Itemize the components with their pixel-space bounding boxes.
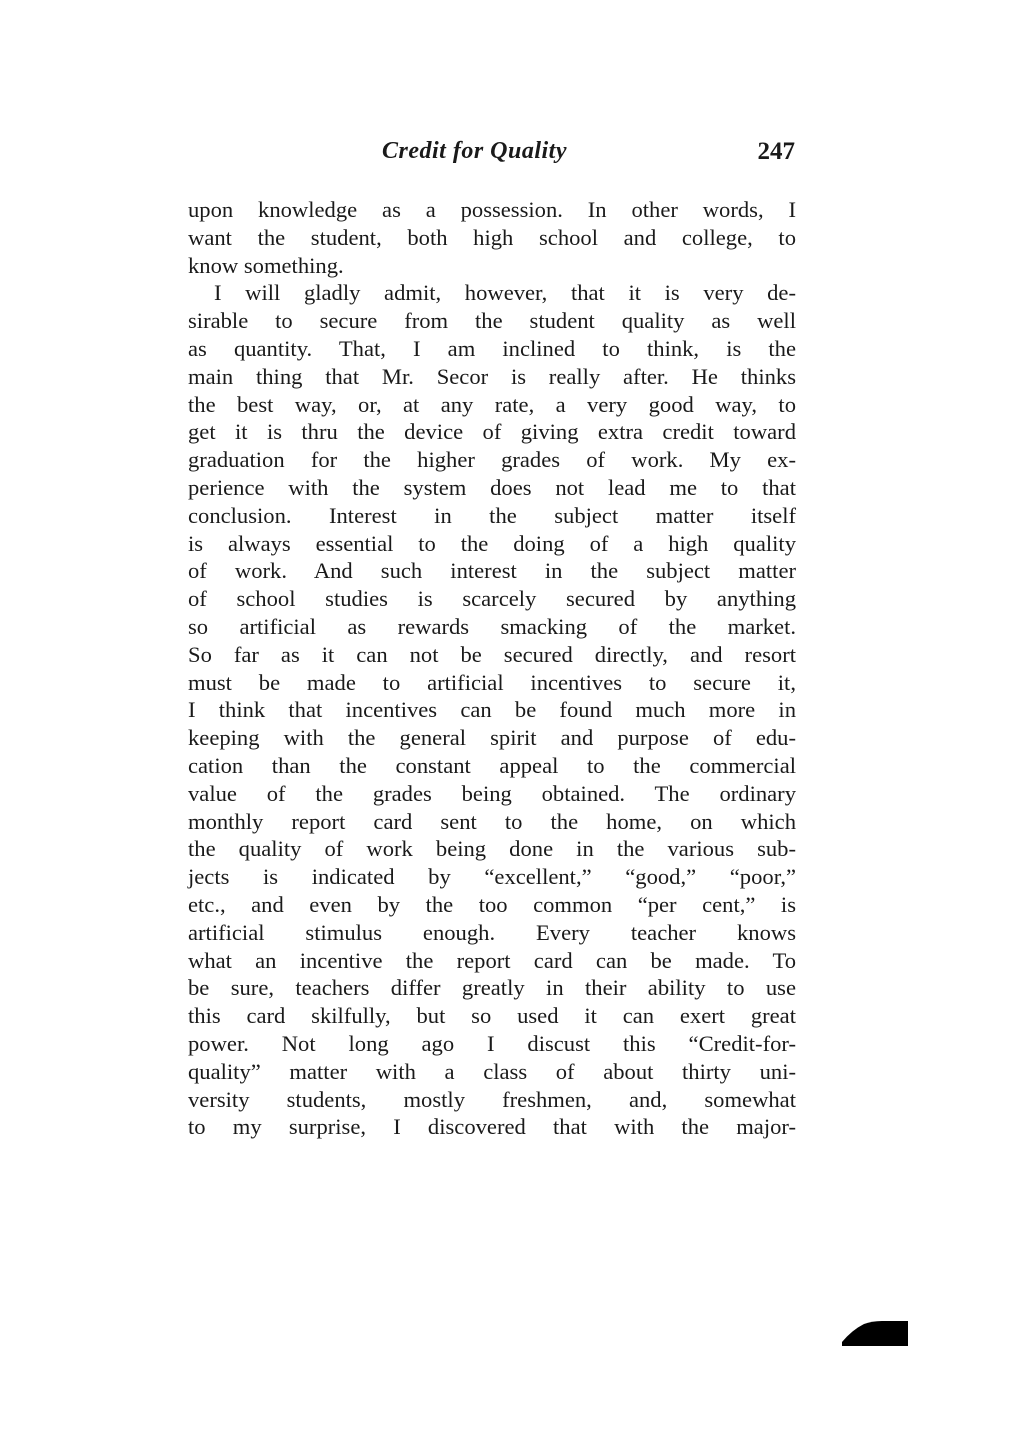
text-line: this card skilfully, but so used it can exert great bbox=[188, 1003, 796, 1029]
text-line: know something. bbox=[188, 252, 344, 278]
text-line: quality” matter with a class of about thirty uni- bbox=[188, 1058, 796, 1084]
text-line: the best way, or, at any rate, a very good way, to bbox=[188, 391, 796, 417]
text-line: want the student, both high school and college, to bbox=[188, 224, 796, 250]
text-line: keeping with the general spirit and purpose of edu- bbox=[188, 725, 796, 751]
text-line: cation than the constant appeal to the commercial bbox=[188, 752, 796, 778]
text-line: be sure, teachers differ greatly in their ability to use bbox=[188, 975, 796, 1001]
text-line: sirable to secure from the student quality as well bbox=[188, 308, 796, 334]
text-line: so artificial as rewards smacking of the market. bbox=[188, 613, 796, 639]
text-line: get it is thru the device of giving extra credit toward bbox=[188, 419, 796, 445]
text-line: of school studies is scarcely secured by anything bbox=[188, 586, 796, 612]
text-line: artificial stimulus enough. Every teacher knows bbox=[188, 919, 796, 945]
text-line: as quantity. That, I am inclined to think, is the bbox=[188, 335, 796, 361]
page-number: 247 bbox=[757, 138, 795, 165]
text-line: to my surprise, I discovered that with the major- bbox=[188, 1114, 796, 1140]
text-line: monthly report card sent to the home, on which bbox=[188, 808, 796, 834]
text-line: conclusion. Interest in the subject matter itself bbox=[188, 502, 796, 528]
text-line: versity students, mostly freshmen, and, somewhat bbox=[188, 1086, 796, 1112]
text-line: power. Not long ago I discust this “Credit-for- bbox=[188, 1030, 796, 1056]
text-line: jects is indicated by “excellent,” “good,” “poor,” bbox=[188, 864, 796, 890]
text-line: I think that incentives can be found much more in bbox=[188, 697, 796, 723]
text-line: So far as it can not be secured directly, and resort bbox=[188, 641, 796, 667]
text-line: is always essential to the doing of a high quality bbox=[188, 530, 796, 556]
text-line: main thing that Mr. Secor is really after. He thinks bbox=[188, 363, 796, 389]
text-line: I will gladly admit, however, that it is very de- bbox=[214, 280, 796, 306]
text-line: of work. And such interest in the subject matter bbox=[188, 558, 796, 584]
text-line: etc., and even by the too common “per cent,” is bbox=[188, 891, 796, 917]
text-line: graduation for the higher grades of work. My ex- bbox=[188, 447, 796, 473]
running-head bbox=[188, 138, 795, 168]
running-title: Credit for Quality bbox=[382, 138, 568, 164]
text-line: value of the grades being obtained. The ordinary bbox=[188, 780, 796, 806]
body-text bbox=[188, 196, 796, 1141]
text-line: what an incentive the report card can be made. To bbox=[188, 947, 796, 973]
text-line: must be made to artificial incentives to secure it, bbox=[188, 669, 796, 695]
page-corner-mark bbox=[842, 1320, 908, 1346]
text-line: upon knowledge as a possession. In other words, I bbox=[188, 197, 796, 222]
text-line: perience with the system does not lead me to that bbox=[188, 474, 796, 500]
text-line: the quality of work being done in the various sub- bbox=[188, 836, 796, 862]
